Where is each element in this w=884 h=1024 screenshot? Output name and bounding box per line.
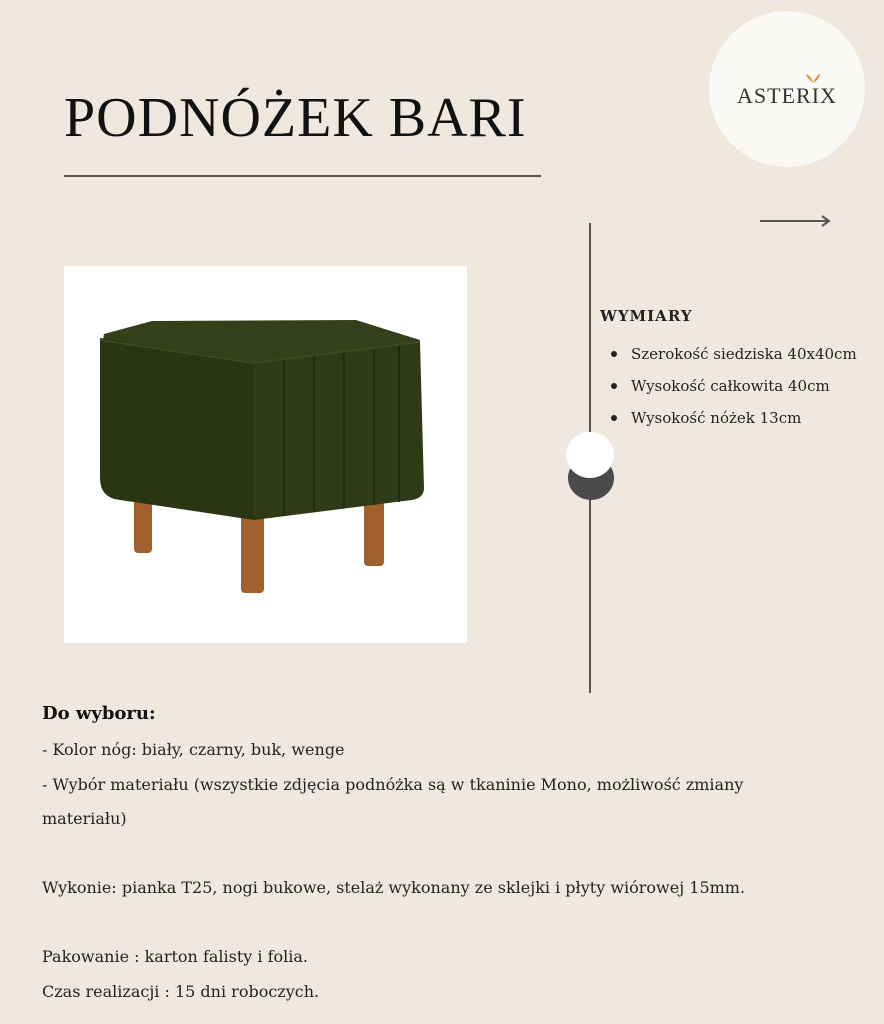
brand-name: ASTERIX: [737, 83, 837, 108]
dimensions-heading: WYMIARY: [600, 307, 693, 325]
timeline-line-top: [589, 223, 591, 435]
material-text: - Wybór materiału (wszystkie zdjęcia podnóżka są w tkaninie Mono, możliwość zmiany materiału): [42, 775, 744, 828]
timeline-dot-light: [566, 432, 614, 478]
list-item: Wysokość nóżek 13cm: [600, 402, 857, 434]
lead-time-text: Czas realizacji : 15 dni roboczych.: [42, 982, 320, 1001]
brand-logo: [709, 11, 865, 167]
page-title: PODNÓŻEK BARI: [64, 87, 527, 149]
leg-colors-text: - Kolor nóg: biały, czarny, buk, wenge: [42, 740, 345, 759]
construction-text: Wykonie: pianka T25, nogi bukowe, stelaż wykonany ze sklejki i płyty wiórowej 15mm.: [42, 878, 746, 897]
leaf-icon: [806, 73, 820, 83]
list-item: Wysokość całkowita 40cm: [600, 370, 857, 402]
timeline-line-bottom: [589, 497, 591, 693]
title-divider: [64, 175, 541, 177]
product-photo: [64, 266, 467, 643]
dimensions-list: [600, 338, 857, 434]
list-item: Szerokość siedziska 40x40cm: [600, 338, 857, 370]
packaging-text: Pakowanie : karton falisty i folia.: [42, 947, 309, 966]
options-heading: Do wyboru:: [42, 703, 156, 724]
footstool-image: [64, 266, 467, 643]
arrow-right-icon: [760, 214, 832, 228]
